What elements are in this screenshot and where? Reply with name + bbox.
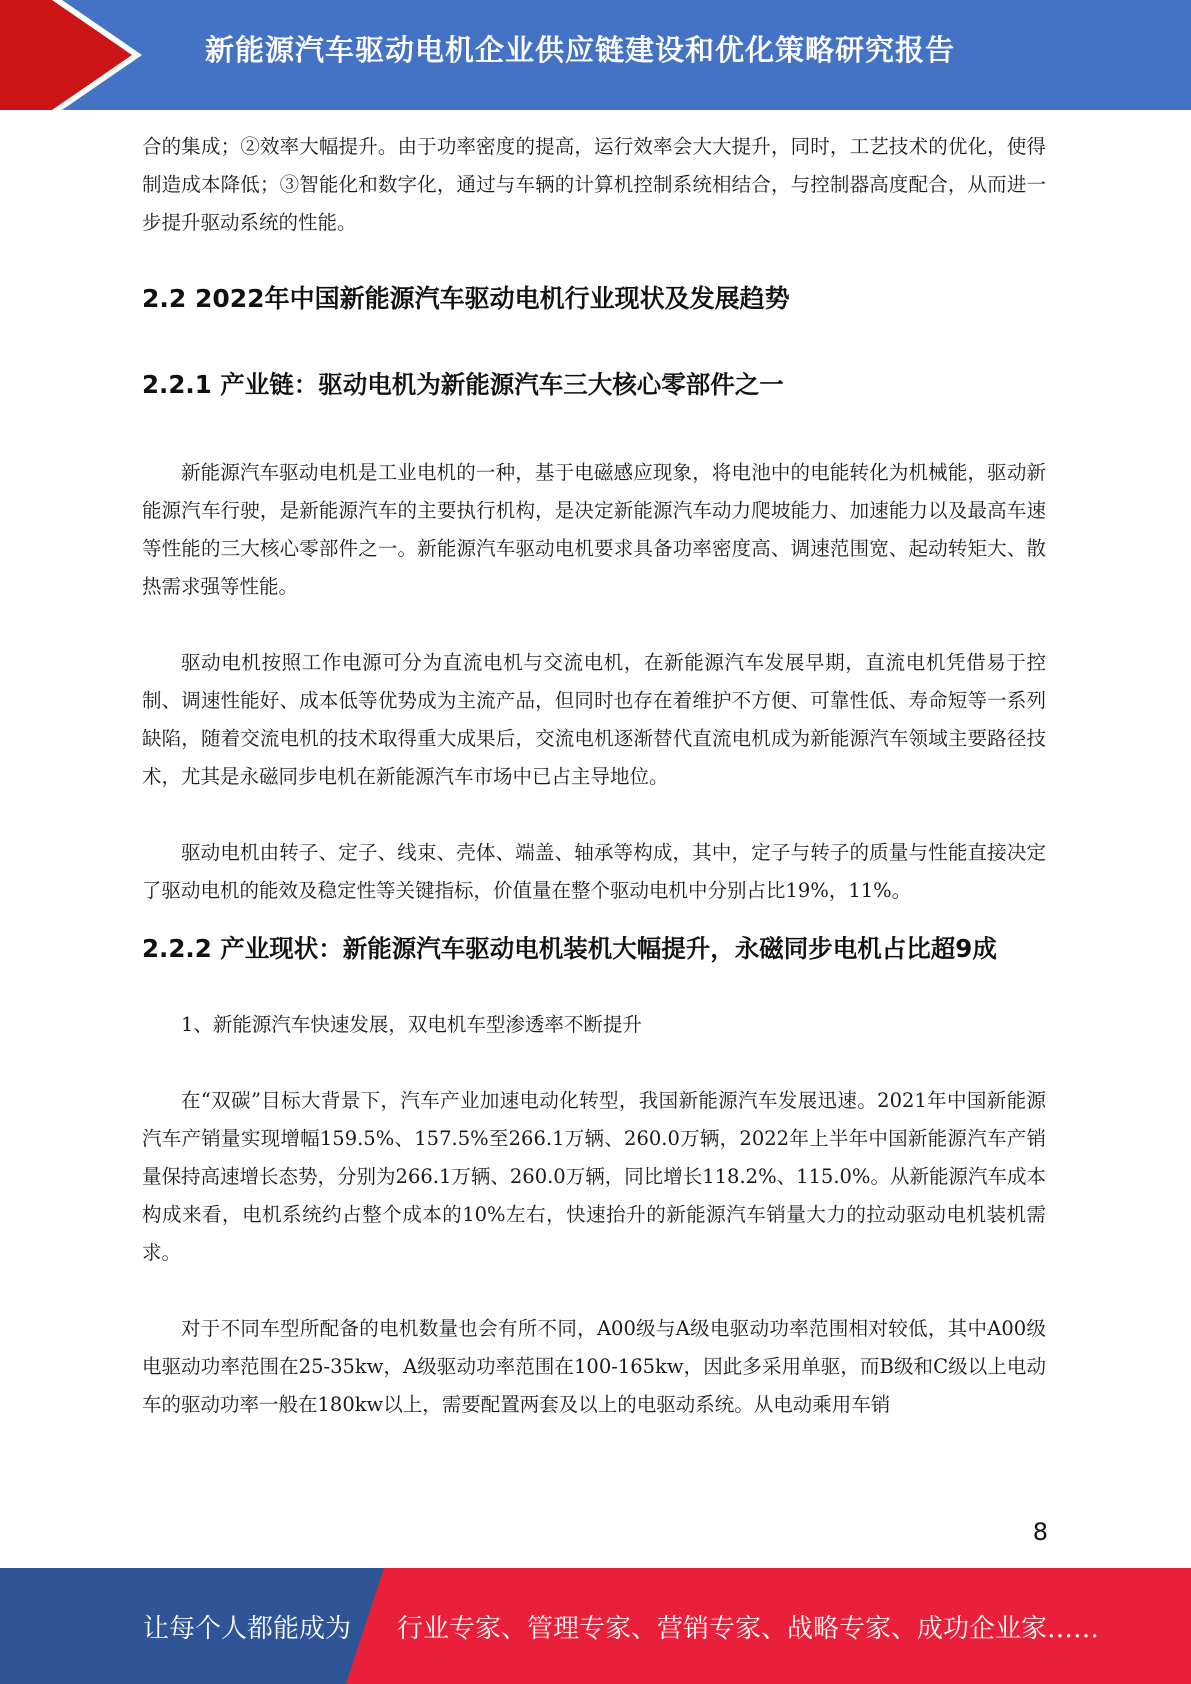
paragraph-continued: 合的集成；②效率大幅提升。由于功率密度的提高，运行效率会大大提升，同时，工艺技术的优化，使得制造成本降低；③智能化和数字化，通过与车辆的计算机控制系统相结合，与控制器高度配合，从而进一步提升驱动系统的性能。 bbox=[142, 135, 1046, 234]
section-heading-2-2: 2.2 2022年中国新能源汽车驱动电机行业现状及发展趋势 bbox=[142, 284, 790, 313]
footer-slogan-left: 让每个人都能成为 bbox=[143, 1614, 352, 1644]
page-number: 8 bbox=[1032, 1518, 1048, 1546]
page-header bbox=[0, 0, 1191, 110]
page-footer bbox=[0, 1568, 1191, 1684]
header-arrow-decoration bbox=[0, 0, 200, 110]
report-title: 新能源汽车驱动电机企业供应链建设和优化策略研究报告 bbox=[205, 33, 956, 67]
paragraph: 在“双碳”目标大背景下，汽车产业加速电动化转型，我国新能源汽车发展迅速。2021年中国新能源汽车产销量实现增幅159.5%、157.5%至266.1万辆、260.0万辆，2022年上半年中国新能源汽车产销量保持高速增长态势，分别为266.1万辆、260.0万辆，同比增长118.2%、115.0%。从新能源汽车成本构成来看，电机系统约占整个成本的10%左右，快速抬升的新能源汽车销量大力的拉动驱动电机装机需求。 bbox=[142, 1089, 1046, 1264]
paragraph: 新能源汽车驱动电机是工业电机的一种，基于电磁感应现象，将电池中的电能转化为机械能，驱动新能源汽车行驶，是新能源汽车的主要执行机构，是决定新能源汽车动力爬坡能力、加速能力以及最高车速等性能的三大核心零部件之一。新能源汽车驱动电机要求具备功率密度高、调速范围宽、起动转矩大、散热需求强等性能。 bbox=[142, 461, 1046, 598]
section-heading-2-2-2: 2.2.2 产业现状：新能源汽车驱动电机装机大幅提升，永磁同步电机占比超9成 bbox=[142, 934, 997, 963]
list-heading: 1、新能源汽车快速发展，双电机车型渗透率不断提升 bbox=[181, 1013, 642, 1036]
paragraph: 驱动电机按照工作电源可分为直流电机与交流电机，在新能源汽车发展早期，直流电机凭借易于控制、调速性能好、成本低等优势成为主流产品，但同时也存在着维护不方便、可靠性低、寿命短等一系列缺陷，随着交流电机的技术取得重大成果后，交流电机逐渐替代直流电机成为新能源汽车领域主要路径技术，尤其是永磁同步电机在新能源汽车市场中已占主导地位。 bbox=[142, 651, 1046, 788]
paragraph: 驱动电机由转子、定子、线束、壳体、端盖、轴承等构成，其中，定子与转子的质量与性能直接决定了驱动电机的能效及稳定性等关键指标，价值量在整个驱动电机中分别占比19%，11%。 bbox=[142, 841, 1046, 902]
section-heading-2-2-1: 2.2.1 产业链：驱动电机为新能源汽车三大核心零部件之一 bbox=[142, 370, 784, 399]
footer-slogan-right: 行业专家、管理专家、营销专家、战略专家、成功企业家…… bbox=[397, 1614, 1100, 1644]
page-content bbox=[142, 128, 1046, 1424]
paragraph: 对于不同车型所配备的电机数量也会有所不同，A00级与A级电驱动功率范围相对较低，其中A00级电驱动功率范围在25-35kw，A级驱动功率范围在100-165kw，因此多采用单驱，而B级和C级以上电动车的驱动功率一般在180kw以上，需要配置两套及以上的电驱动系统。从电动乘用车销 bbox=[142, 1317, 1046, 1416]
